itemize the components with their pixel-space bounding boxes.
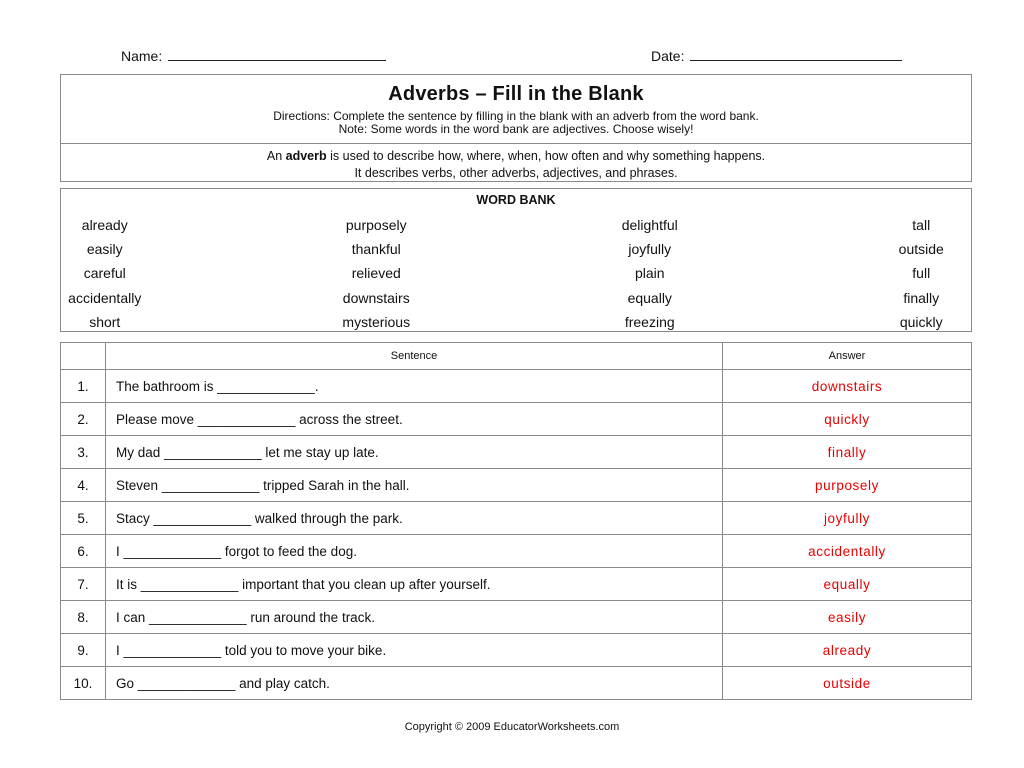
definition-line-1 (61, 148, 971, 165)
definition-line-2: It describes verbs, other adverbs, adjectives, and phrases. (354, 166, 678, 180)
page-title: Adverbs – Fill in the Blank (388, 83, 644, 105)
word-bank-title: WORD BANK (476, 193, 556, 207)
date-label: Date: (651, 48, 685, 64)
word-bank (60, 188, 972, 332)
date-field[interactable] (651, 46, 902, 64)
table-row (61, 436, 972, 469)
row-number: 3. (61, 436, 106, 469)
table-row (61, 502, 972, 535)
word-bank-item: mysterious (342, 313, 411, 330)
word-bank-item: already (81, 217, 128, 233)
word-bank-item: tall (912, 217, 931, 233)
row-sentence: I _____________ told you to move your bike. (106, 634, 723, 667)
word-bank-item: easily (86, 241, 123, 258)
row-sentence: Stacy _____________ walked through the park. (106, 502, 723, 535)
row-number: 7. (61, 568, 106, 601)
word-bank-item: purposely (345, 217, 407, 233)
row-answer: joyfully (723, 502, 972, 535)
row-answer: accidentally (723, 535, 972, 568)
table-row (61, 469, 972, 502)
word-bank-grid (61, 213, 971, 334)
definition-pre: An (266, 149, 283, 163)
row-answer: outside (723, 667, 972, 700)
row-number: 5. (61, 502, 106, 535)
table-row (61, 403, 972, 436)
table-row (61, 535, 972, 568)
row-sentence: Please move _____________ across the street. (106, 403, 723, 436)
definition-term: adverb (285, 149, 327, 163)
row-answer: equally (723, 568, 972, 601)
row-sentence: I can _____________ run around the track. (106, 601, 723, 634)
row-number: 10. (61, 667, 106, 700)
word-bank-item: delightful (621, 217, 678, 233)
word-bank-item: full (912, 265, 931, 282)
table-row (61, 667, 972, 700)
row-answer: quickly (723, 403, 972, 436)
word-bank-item: relieved (351, 265, 401, 282)
word-bank-item: downstairs (342, 289, 410, 306)
word-bank-item: accidentally (68, 289, 142, 306)
row-answer: downstairs (723, 370, 972, 403)
row-sentence: My dad _____________ let me stay up late. (106, 436, 723, 469)
definition-post: is used to describe how, where, when, how often and why something happens. (330, 149, 766, 163)
row-answer: purposely (723, 469, 972, 502)
copyright: Copyright © 2009 EducatorWorksheets.com (404, 721, 620, 733)
row-answer: already (723, 634, 972, 667)
word-bank-item: freezing (624, 313, 675, 330)
row-answer: easily (723, 601, 972, 634)
row-number: 8. (61, 601, 106, 634)
row-sentence: I _____________ forgot to feed the dog. (106, 535, 723, 568)
row-number: 4. (61, 469, 106, 502)
directions-line-1: Directions: Complete the sentence by filling in the blank with an adverb from the word bank. (273, 109, 759, 123)
word-bank-item: joyfully (628, 241, 672, 258)
word-bank-item: quickly (899, 313, 943, 330)
row-sentence: Steven _____________ tripped Sarah in the hall. (106, 469, 723, 502)
row-number: 1. (61, 370, 106, 403)
directions-line-2: Note: Some words in the word bank are adjectives. Choose wisely! (338, 122, 694, 136)
row-number: 2. (61, 403, 106, 436)
name-field[interactable] (121, 46, 386, 64)
word-bank-item: outside (898, 241, 944, 258)
sentence-column-header: Sentence (106, 343, 723, 370)
answer-column-header: Answer (723, 343, 972, 370)
row-sentence: Go _____________ and play catch. (106, 667, 723, 700)
number-column-header (61, 343, 106, 370)
table-row (61, 568, 972, 601)
table-header-row (61, 343, 972, 370)
title-box (60, 74, 972, 144)
exercise-table (60, 342, 972, 700)
row-number: 9. (61, 634, 106, 667)
row-answer: finally (723, 436, 972, 469)
table-row (61, 601, 972, 634)
word-bank-item: equally (627, 289, 672, 306)
row-sentence: The bathroom is _____________. (106, 370, 723, 403)
definition-box (60, 143, 972, 182)
row-sentence: It is _____________ important that you clean up after yourself. (106, 568, 723, 601)
word-bank-item: short (89, 313, 121, 330)
row-number: 6. (61, 535, 106, 568)
table-row (61, 634, 972, 667)
date-line[interactable] (690, 46, 902, 61)
word-bank-item: thankful (351, 241, 401, 258)
word-bank-item: plain (634, 265, 665, 282)
word-bank-item: careful (83, 265, 126, 282)
table-row (61, 370, 972, 403)
name-label: Name: (121, 48, 163, 64)
word-bank-item: finally (903, 289, 940, 306)
name-line[interactable] (168, 46, 386, 61)
